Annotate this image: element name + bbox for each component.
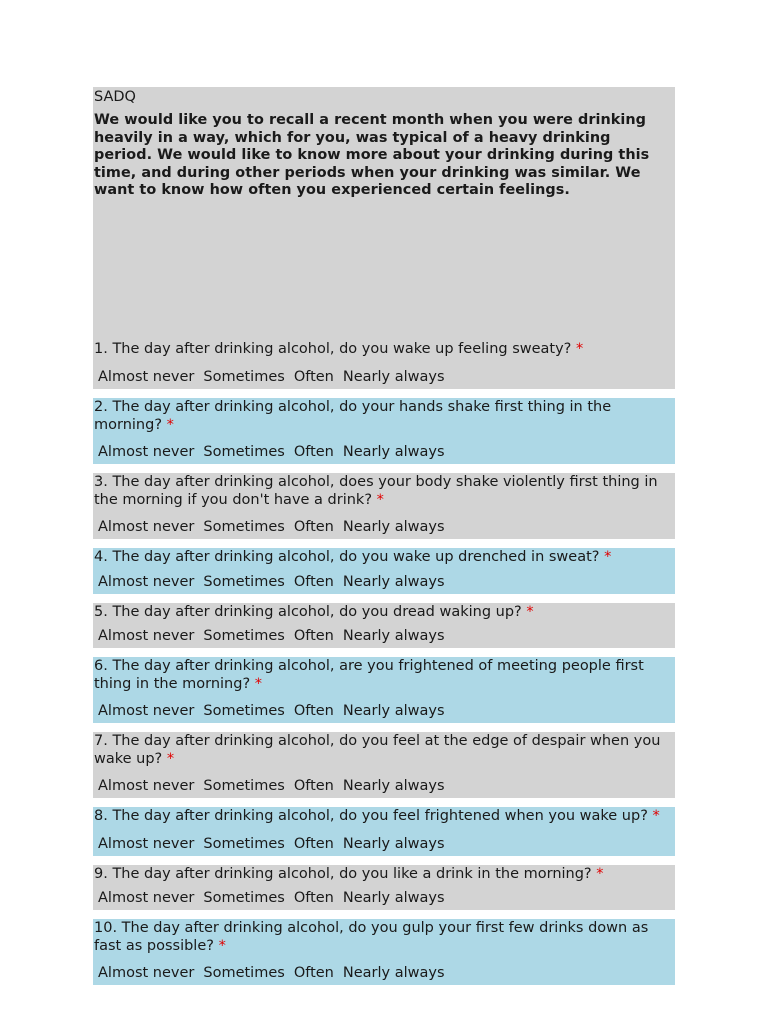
option-often[interactable]: Often bbox=[293, 778, 334, 794]
option-nearly-always[interactable]: Nearly always bbox=[342, 778, 445, 794]
option-often[interactable]: Often bbox=[293, 444, 334, 460]
question-4 bbox=[93, 548, 675, 594]
intro-section bbox=[93, 87, 675, 301]
answer-options bbox=[94, 518, 673, 539]
option-sometimes[interactable]: Sometimes bbox=[203, 368, 285, 385]
option-nearly-always[interactable]: Nearly always bbox=[342, 444, 445, 460]
question-text: 10. The day after drinking alcohol, do you gulp your first few drinks down as fast as possible? bbox=[94, 920, 649, 954]
option-nearly-always[interactable]: Nearly always bbox=[342, 573, 445, 590]
required-marker: * bbox=[526, 603, 534, 620]
option-almost-never[interactable]: Almost never bbox=[98, 368, 195, 385]
option-sometimes[interactable]: Sometimes bbox=[203, 778, 285, 794]
option-sometimes[interactable]: Sometimes bbox=[203, 444, 285, 460]
option-nearly-always[interactable]: Nearly always bbox=[342, 703, 445, 719]
option-often[interactable]: Often bbox=[293, 890, 334, 906]
question-5 bbox=[93, 603, 675, 649]
question-text: 9. The day after drinking alcohol, do you like a drink in the morning? bbox=[94, 865, 592, 882]
question-text: 8. The day after drinking alcohol, do you feel frightened when you wake up? bbox=[94, 808, 648, 824]
required-marker: * bbox=[652, 808, 660, 824]
question-1 bbox=[93, 301, 675, 389]
option-sometimes[interactable]: Sometimes bbox=[203, 573, 285, 590]
required-marker: * bbox=[254, 675, 263, 692]
option-sometimes[interactable]: Sometimes bbox=[203, 835, 285, 852]
option-almost-never[interactable]: Almost never bbox=[98, 628, 195, 644]
sadq-form bbox=[93, 87, 675, 985]
required-marker: * bbox=[376, 491, 384, 508]
question-text: 6. The day after drinking alcohol, are you frightened of meeting people first thing in the morning? bbox=[94, 658, 644, 692]
option-almost-never[interactable]: Almost never bbox=[98, 573, 195, 590]
question-2 bbox=[93, 398, 675, 464]
required-marker: * bbox=[604, 549, 612, 565]
option-sometimes[interactable]: Sometimes bbox=[203, 628, 285, 644]
question-text: 1. The day after drinking alcohol, do you wake up feeling sweaty? bbox=[94, 341, 572, 357]
option-often[interactable]: Often bbox=[293, 519, 334, 535]
required-marker: * bbox=[575, 341, 584, 357]
option-almost-never[interactable]: Almost never bbox=[98, 519, 195, 535]
answer-options bbox=[94, 368, 673, 389]
option-sometimes[interactable]: Sometimes bbox=[203, 703, 285, 719]
option-almost-never[interactable]: Almost never bbox=[98, 835, 195, 852]
question-10 bbox=[93, 919, 675, 985]
question-7 bbox=[93, 732, 675, 798]
option-often[interactable]: Often bbox=[293, 965, 334, 981]
question-text: 7. The day after drinking alcohol, do you feel at the edge of despair when you wake up? bbox=[94, 733, 661, 767]
option-nearly-always[interactable]: Nearly always bbox=[342, 965, 445, 981]
option-often[interactable]: Often bbox=[293, 835, 334, 852]
form-intro: We would like you to recall a recent month when you were drinking heavily in a way, which for you, was typical of a heavy drinking period. We would like to know more about your drinking during this time, and during other periods when your drinking was similar. We want to know how often you experienced certain feelings. bbox=[94, 112, 650, 199]
question-text: 2. The day after drinking alcohol, do your hands shake first thing in the morning? bbox=[94, 399, 612, 433]
option-nearly-always[interactable]: Nearly always bbox=[342, 628, 445, 644]
question-8 bbox=[93, 807, 675, 856]
question-text: 5. The day after drinking alcohol, do you dread waking up? bbox=[94, 603, 522, 620]
option-nearly-always[interactable]: Nearly always bbox=[342, 890, 445, 906]
option-often[interactable]: Often bbox=[293, 703, 334, 719]
option-almost-never[interactable]: Almost never bbox=[98, 890, 195, 906]
question-9 bbox=[93, 865, 675, 911]
question-3 bbox=[93, 473, 675, 539]
answer-options bbox=[94, 777, 673, 798]
option-almost-never[interactable]: Almost never bbox=[98, 778, 195, 794]
option-often[interactable]: Often bbox=[293, 368, 334, 385]
option-almost-never[interactable]: Almost never bbox=[98, 444, 195, 460]
question-text: 4. The day after drinking alcohol, do you wake up drenched in sweat? bbox=[94, 549, 600, 565]
answer-options bbox=[94, 889, 673, 910]
option-nearly-always[interactable]: Nearly always bbox=[342, 835, 445, 852]
option-sometimes[interactable]: Sometimes bbox=[203, 890, 285, 906]
answer-options bbox=[94, 443, 673, 464]
answer-options bbox=[94, 964, 673, 985]
option-almost-never[interactable]: Almost never bbox=[98, 965, 195, 981]
question-text: 3. The day after drinking alcohol, does your body shake violently first thing in the morning if you don't have a drink? bbox=[94, 474, 658, 508]
option-sometimes[interactable]: Sometimes bbox=[203, 519, 285, 535]
option-sometimes[interactable]: Sometimes bbox=[203, 965, 285, 981]
answer-options bbox=[94, 573, 673, 594]
option-often[interactable]: Often bbox=[293, 573, 334, 590]
required-marker: * bbox=[166, 750, 175, 767]
option-nearly-always[interactable]: Nearly always bbox=[342, 368, 445, 385]
answer-options bbox=[94, 627, 673, 648]
required-marker: * bbox=[166, 416, 174, 433]
question-6 bbox=[93, 657, 675, 723]
answer-options bbox=[94, 702, 673, 723]
option-nearly-always[interactable]: Nearly always bbox=[342, 519, 445, 535]
option-almost-never[interactable]: Almost never bbox=[98, 703, 195, 719]
required-marker: * bbox=[596, 865, 604, 882]
form-title: SADQ bbox=[94, 89, 136, 105]
required-marker: * bbox=[218, 937, 226, 954]
option-often[interactable]: Often bbox=[293, 628, 334, 644]
answer-options bbox=[94, 835, 673, 856]
